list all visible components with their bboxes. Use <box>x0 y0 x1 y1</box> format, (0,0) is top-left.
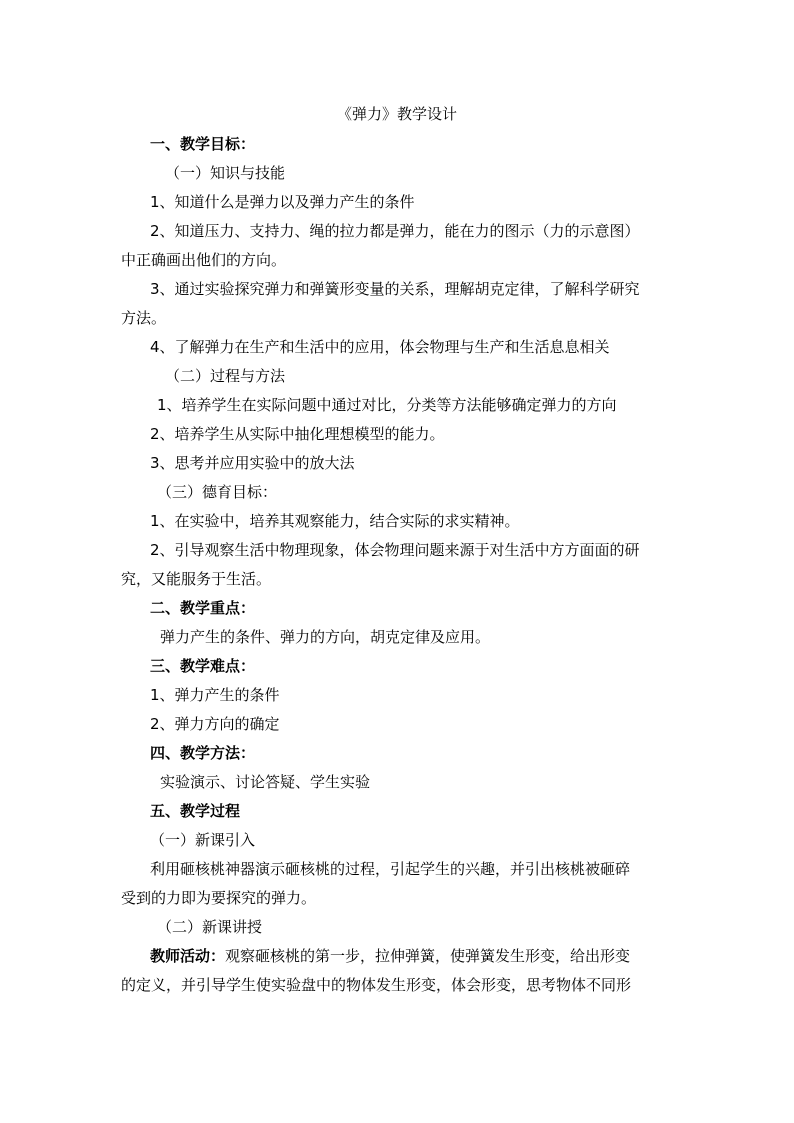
section-heading-process: 五、教学过程 <box>150 802 241 820</box>
paragraph-line: 2、弹力方向的确定 <box>150 715 280 733</box>
paragraph-line: 利用砸核桃神器演示砸核桃的过程，引起学生的兴趣，并引出核桃被砸碎 <box>150 860 631 878</box>
paragraph-line: 2、培养学生从实际中抽化理想模型的能力。 <box>150 425 445 443</box>
paragraph-line: 方法。 <box>121 309 167 327</box>
paragraph-line: 受到的力即为要探究的弹力。 <box>121 889 317 907</box>
subsection-moral-goals: （三）德育目标： <box>157 483 278 501</box>
paragraph-line: 1、培养学生在实际问题中通过对比，分类等方法能够确定弹力的方向 <box>157 396 617 414</box>
teacher-activity-text: 观察砸核桃的第一步，拉伸弹簧，使弹簧发生形变，给出形变 <box>225 947 631 965</box>
paragraph-line: 实验演示、讨论答疑、学生实验 <box>160 773 371 791</box>
paragraph-line: 1、知道什么是弹力以及弹力产生的条件 <box>150 193 415 211</box>
document-title: 《弹力》教学设计 <box>336 105 457 123</box>
teacher-activity-line <box>150 946 630 966</box>
subsection-process-method: （二）过程与方法 <box>165 367 286 385</box>
paragraph-line: 弹力产生的条件、弹力的方向，胡克定律及应用。 <box>160 628 491 646</box>
section-heading-key-points: 二、教学重点： <box>150 599 256 617</box>
paragraph-line: 2、知道压力、支持力、绳的拉力都是弹力，能在力的图示（力的示意图） <box>150 222 640 240</box>
teacher-activity-label: 教师活动： <box>150 947 226 965</box>
section-heading-methods: 四、教学方法： <box>150 744 256 762</box>
section-heading-objectives: 一、教学目标： <box>150 135 256 153</box>
paragraph-line: 中正确画出他们的方向。 <box>121 251 287 269</box>
paragraph-line: 的定义，并引导学生使实验盘中的物体发生形变，体会形变，思考物体不同形 <box>121 976 632 994</box>
subsection-new-lesson-teaching: （二）新课讲授 <box>157 918 263 936</box>
subsection-knowledge-skills: （一）知识与技能 <box>165 164 286 182</box>
paragraph-line: 2、引导观察生活中物理现象，体会物理问题来源于对生活中方方面面的研 <box>150 541 640 559</box>
subsection-new-lesson-intro: （一）新课引入 <box>150 831 256 849</box>
paragraph-line: 3、通过实验探究弹力和弹簧形变量的关系，理解胡克定律，了解科学研究 <box>150 280 640 298</box>
paragraph-line: 3、思考并应用实验中的放大法 <box>150 454 355 472</box>
paragraph-line: 究，又能服务于生活。 <box>121 570 272 588</box>
paragraph-line: 4、了解弹力在生产和生活中的应用，体会物理与生产和生活息息相关 <box>150 338 610 356</box>
paragraph-line: 1、弹力产生的条件 <box>150 686 280 704</box>
section-heading-difficulties: 三、教学难点： <box>150 657 256 675</box>
paragraph-line: 1、在实验中，培养其观察能力，结合实际的求实精神。 <box>150 512 520 530</box>
